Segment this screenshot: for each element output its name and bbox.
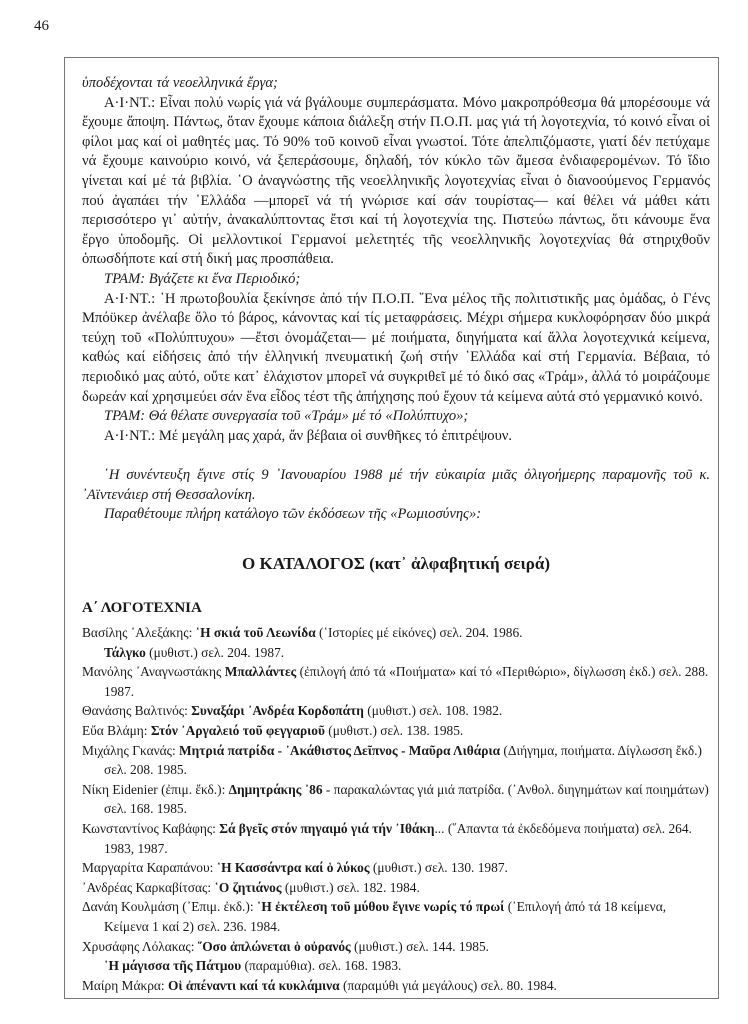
catalog-author: Εὔα Βλάμη: (82, 723, 151, 739)
catalog-book-title: ῾Η ἐκτέλεση τοῦ μύθου ἔγινε νωρίς τό πρωί (256, 899, 505, 915)
catalog-details: (παραμύθι γιά μεγάλους) σελ. 80. 1984. (339, 977, 557, 993)
catalog-list (82, 623, 710, 995)
catalog-entry (82, 878, 710, 898)
catalog-entry (82, 643, 710, 663)
catalog-author: ᾿Ανδρέας Καρκαβίτσας: (82, 879, 215, 895)
catalog-entry (82, 701, 710, 721)
catalog-title: Ο ΚΑΤΑΛΟΓΟΣ (κατ᾿ ἀλφαβητική σειρά) (242, 554, 550, 574)
catalog-author: Κωνσταντίνος Καβάφης: (82, 821, 220, 836)
catalog-book-title: Στόν ᾿Αργαλειό τοῦ φεγγαριοῦ (150, 723, 325, 739)
catalog-entry (82, 819, 710, 858)
catalog-book-title: ῾Η Κασσάντρα καί ὁ λύκος (216, 860, 370, 876)
interview-note: ῾Η συνέντευξη ἔγινε στίς 9 ᾿Ιανουαρίου 1988 μέ τήν εὐκαιρία μιᾶς ὀλιγοήμερης παραμονῆς τοῦ κ. ᾿Αϊντενάιερ στή Θεσσαλονίκη. (82, 467, 710, 503)
catalog-book-title: ῞Οσο ἁπλώνεται ὁ οὐρανός (197, 938, 351, 954)
catalog-details: (μυθιστ.) σελ. 138. 1985. (324, 723, 464, 739)
catalog-intro: Παραθέτουμε πλήρη κατάλογο τῶν ἐκδόσεων τῆς «Ρωμιοσύνης»: (104, 506, 482, 523)
answer-text: Μέ μεγάλη μας χαρά, ἄν βέβαια οἱ συνθῆκες τό ἐπιτρέψουν. (158, 427, 513, 444)
catalog-details: (μυθιστ.) σελ. 182. 1984. (281, 879, 420, 895)
catalog-entry (82, 623, 710, 643)
catalog-book-title: Συναξάρι ᾿Ανδρέα Κορδοπάτη (191, 703, 364, 719)
catalog-entry (82, 721, 710, 741)
catalog-author: Μανόλης ᾿Αναγνωστάκης (82, 664, 225, 680)
catalog-details: (ἐπιλογή ἀπό τά «Ποιήματα» καί τό «Περιθώριο», δίγλωσση ἐκδ.) σελ. 288. 1987. (104, 664, 709, 699)
answer-2 (82, 290, 710, 408)
catalog-book-title: Μητριά πατρίδα - ᾿Ακάθιστος Δεῖπνος - Μαῦρα Λιθάρια (179, 742, 501, 758)
speaker-label: Α·Ι·ΝΤ.: (104, 427, 156, 444)
catalog-author: Μαργαρίτα Καραπάνου: (82, 860, 217, 876)
catalog-entry (82, 858, 710, 878)
catalog-details: (῾Ιστορίες μέ εἰκόνες) σελ. 204. 1986. (315, 625, 523, 641)
catalog-book-title: Τάλγκο (104, 644, 146, 660)
catalog-book-title: Δημητράκης ᾿86 (228, 781, 323, 797)
catalog-author: Μιχάλης Γκανάς: (82, 742, 180, 758)
catalog-entry (82, 976, 710, 996)
catalog-author: Μαίρη Μάκρα: (82, 977, 168, 993)
section-title: Α΄ ΛΟΓΟΤΕΧΝΙΑ (82, 600, 202, 617)
catalog-author: Νίκη Eidenier (ἐπιμ. ἔκδ.): (82, 781, 229, 797)
catalog-details: (Διήγημα, ποιήματα. Δίγλωσση ἔκδ.) σελ. 208. 1985. (104, 742, 702, 778)
catalog-author: Θανάσης Βαλτινός: (82, 703, 192, 719)
page-number: 46 (34, 18, 49, 34)
answer-text: ῾Η πρωτοβουλία ξεκίνησε ἀπό τήν Π.Ο.Π. ῞Ενα μέλος τῆς πολιτιστικῆς μας ὁμάδας, ὁ Γένς Μπόϋκερ ἀνέλαβε ὅλο τό βάρος, κάνοντας καί τίς μεταφράσεις. Μέχρι σήμερα κυκλοφόρησαν δύο μικρά τεύχη τοῦ «Πολύπτυχου» —ἔτσι ὀνομάζεται— μέ ποιήματα, διηγήματα καί ἄλλα λογοτεχνικά κείμενα, καθώς καί εἰδήσεις ἀπό τήν ἑλληνική πνευματική ζωή στήν ῾Ελλάδα καί στή Γερμανία. Βέβαια, τό περιοδικό μας αὐτό, οὔτε κατ᾿ ἐλάχιστον μπορεῖ νά συγκριθεῖ μέ τό δικό σας «Τράμ», ἀλλά τό μοιράζουμε δωρεάν καί χρησιμεύει σάν ἕνα εἶδος τέστ τῆς ἀπήχησης πού ἔχουν τά κείμενα αὐτά στό γερμανικό κοινό. (82, 290, 710, 405)
catalog-details: (μυθιστ.) σελ. 204. 1987. (145, 644, 285, 660)
catalog-details: (μυθιστ.) σελ. 130. 1987. (369, 860, 508, 876)
catalog-book-title: Οἱ ἀπέναντι καί τά κυκλάμινα (168, 977, 340, 993)
catalog-book-title: Μπαλλάντες (224, 664, 297, 680)
speaker-label: Α·Ι·ΝΤ.: (104, 94, 156, 111)
catalog-author: Χρυσάφης Λόλακας: (82, 938, 198, 954)
speaker-label: Α·Ι·ΝΤ.: (104, 290, 156, 307)
catalog-details: (᾿Επιλογή ἀπό τά 18 κείμενα, Κείμενα 1 καί 2) σελ. 236. 1984. (104, 899, 667, 934)
answer-text: Εἶναι πολύ νωρίς γιά νά βγάλουμε συμπεράσματα. Μόνο μακροπρόθεσμα θά μπορέσουμε νά ἔχουμε ἄποψη. Πάντως, ὅταν ἔχουμε κάποια διάλεξη στήν Π.Ο.Π. μας γιά τή λογοτεχνία, τό κοινό εἶναι οἱ φίλοι μας καί οἱ μαθητές μας. Τό 90% τοῦ κοινοῦ εἶναι γνωστοί. Τότε ἀπελπιζόμαστε, γιατί δέν πετύχαμε νά ἔχουμε καινούριο κοινό, νά ξεπεράσουμε, δηλαδή, τόν κύκλο τῶν ἄμεσα ἐνδιαφερομένων. Τό ἴδιο γίνεται καί μέ τά βιβλία. ῾Ο ἀναγνώστης τῆς νεοελληνικῆς λογοτεχνίας εἶναι ὁ διανοούμενος Γερμανός πού ἀγαπάει τήν ῾Ελλάδα —μπορεῖ νά τή γνώρισε καί σάν τουρίστας— καί θέλει νά μάθει κάτι περισσότερο γι᾿ αὐτήν, ἀνακαλύπτοντας ἔτσι καί τή λογοτεχνία της. Πιστεύω πάντως, ὅτι κάνουμε ἕνα ἔργο ὑποδομῆς. Οἱ μελλοντικοί Γερμανοί μελετητές τῆς νεοελληνικῆς λογοτεχνίας θά στηριχθοῦν ὁπωσδήποτε καί στή δική μας προσπάθεια. (82, 94, 710, 268)
catalog-book-title: ῾Ο ζητιάνος (214, 879, 282, 895)
catalog-details: (παραμύθια). σελ. 168. 1983. (241, 958, 402, 974)
catalog-details: - παρακαλώντας γιά μιά πατρίδα. (᾿Ανθολ. διηγημάτων καί ποιημάτων) σελ. 168. 1985. (104, 781, 709, 817)
catalog-book-title: Σά βγεῖς στόν πηγαιμό γιά τήν ᾿Ιθάκη (219, 821, 435, 836)
catalog-details: (μυθιστ.) σελ. 108. 1982. (363, 703, 503, 719)
catalog-details: (μυθιστ.) σελ. 144. 1985. (350, 938, 490, 954)
catalog-entry (82, 897, 710, 936)
answer-1 (82, 94, 710, 270)
catalog-author: Δανάη Κουλμάση (᾿Επιμ. ἐκδ.): (82, 899, 257, 915)
question-tail: ὑποδέχονται τά νεοελληνικά ἔργα; (82, 75, 278, 91)
catalog-details: ... (῞Απαντα τά ἐκδεδόμενα ποιήματα) σελ. 264. 1983, 1987. (104, 821, 692, 856)
catalog-author: Βασίλης ᾿Αλεξάκης: (82, 625, 196, 641)
question-3: ΤΡΑΜ: Θά θέλατε συνεργασία τοῦ «Τράμ» μέ τό «Πολύπτυχο»; (104, 408, 469, 425)
catalog-book-title: ῾Η μάγισσα τῆς Πάτμου (104, 958, 242, 974)
catalog-entry (82, 662, 710, 701)
catalog-entry (82, 780, 710, 819)
catalog-book-title: ῾Η σκιά τοῦ Λεωνίδα (195, 625, 316, 641)
catalog-entry (82, 956, 710, 976)
question-2: ΤΡΑΜ: Βγάζετε κι ἕνα Περιοδικό; (104, 270, 301, 287)
catalog-entry (82, 937, 710, 957)
answer-3 (82, 427, 710, 447)
catalog-entry (82, 741, 710, 780)
page-content (82, 74, 710, 995)
